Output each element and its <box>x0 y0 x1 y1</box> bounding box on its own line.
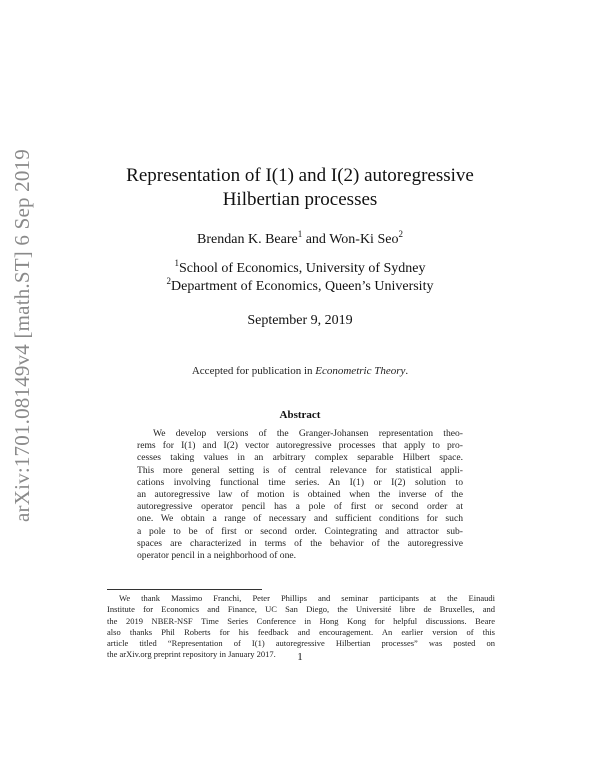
title-line-2: Hilbertian processes <box>222 189 378 210</box>
author-connector: and <box>302 232 330 247</box>
title-line-1: Representation of I(1) and I(2) autoregressive <box>126 165 474 186</box>
abstract-line: This more general setting is of central relevance for statistical appli- <box>137 464 463 476</box>
abstract-line: cations involving functional time series. An I(1) or I(2) solution to <box>137 476 463 488</box>
affiliation-2-mark: 2 <box>166 276 172 286</box>
abstract-line: a pole to be of first or second order. Cointegrating and attractor sub- <box>137 525 463 537</box>
footnote-line: Institute for Economics and Finance, UC San Diego, the Université libre de Bruxelles, and <box>107 604 495 615</box>
page-number: 1 <box>297 651 303 663</box>
abstract-line: one. We obtain a range of necessary and sufficient conditions for such <box>137 513 463 525</box>
abstract-line: an autoregressive law of motion is obtained when the inverse of the <box>137 489 463 501</box>
acceptance-prefix: Accepted for publication in <box>191 365 316 377</box>
abstract-line: rems for I(1) and I(2) vector autoregressive processes that apply to pro- <box>137 440 463 452</box>
arxiv-identifier-stamp: arXiv:1701.08149v4 [math.ST] 6 Sep 2019 <box>10 149 34 522</box>
affiliation-1-name: School of Economics, University of Sydney <box>178 261 426 276</box>
publication-date: September 9, 2019 <box>247 313 353 328</box>
footnote-line: the arXiv.org preprint repository in January 2017. <box>107 649 276 660</box>
acceptance-suffix: . <box>405 365 409 377</box>
abstract-line: autoregressive operator pencil has a pole of first or second order at <box>137 501 463 513</box>
author-seo: Won-Ki Seo <box>329 232 399 247</box>
abstract-body <box>137 428 463 562</box>
abstract-heading: Abstract <box>279 409 321 421</box>
author-list <box>100 229 500 248</box>
author-beare-affiliation-mark: 1 <box>297 229 303 239</box>
abstract-line: operator pencil in a neighborhood of one. <box>137 550 297 562</box>
affiliation-2 <box>100 276 500 295</box>
abstract-line: cesses taking values in an arbitrary complex separable Hilbert space. <box>137 452 463 464</box>
footnote-line: also thanks Phil Roberts for his feedback and encouragement. An earlier version of this <box>107 626 495 637</box>
journal-name: Econometric Theory <box>315 365 406 377</box>
author-seo-affiliation-mark: 2 <box>398 229 403 239</box>
author-beare: Brendan K. Beare <box>197 232 298 247</box>
abstract-line: spaces are characterized in terms of the behavior of the autoregressive <box>137 537 463 549</box>
paper-title <box>90 164 510 212</box>
footnote-line: the 2019 NBER-NSF Time Series Conference in Hong Kong for helpful discussions. Beare <box>107 615 495 626</box>
acceptance-note <box>100 365 500 377</box>
footnote-divider <box>107 589 262 590</box>
affiliation-1 <box>100 258 500 277</box>
abstract-line: We develop versions of the Granger-Johansen representation theo- <box>153 428 463 439</box>
footnote-line: We thank Massimo Franchi, Peter Phillips and seminar participants at the Einaudi <box>119 593 495 603</box>
footnote-line: article titled “Representation of I(1) autoregressive Hilbertian processes” was posted on <box>107 638 495 649</box>
affiliation-1-mark: 1 <box>174 258 179 268</box>
affiliation-2-name: Department of Economics, Queen’s University <box>171 279 434 294</box>
